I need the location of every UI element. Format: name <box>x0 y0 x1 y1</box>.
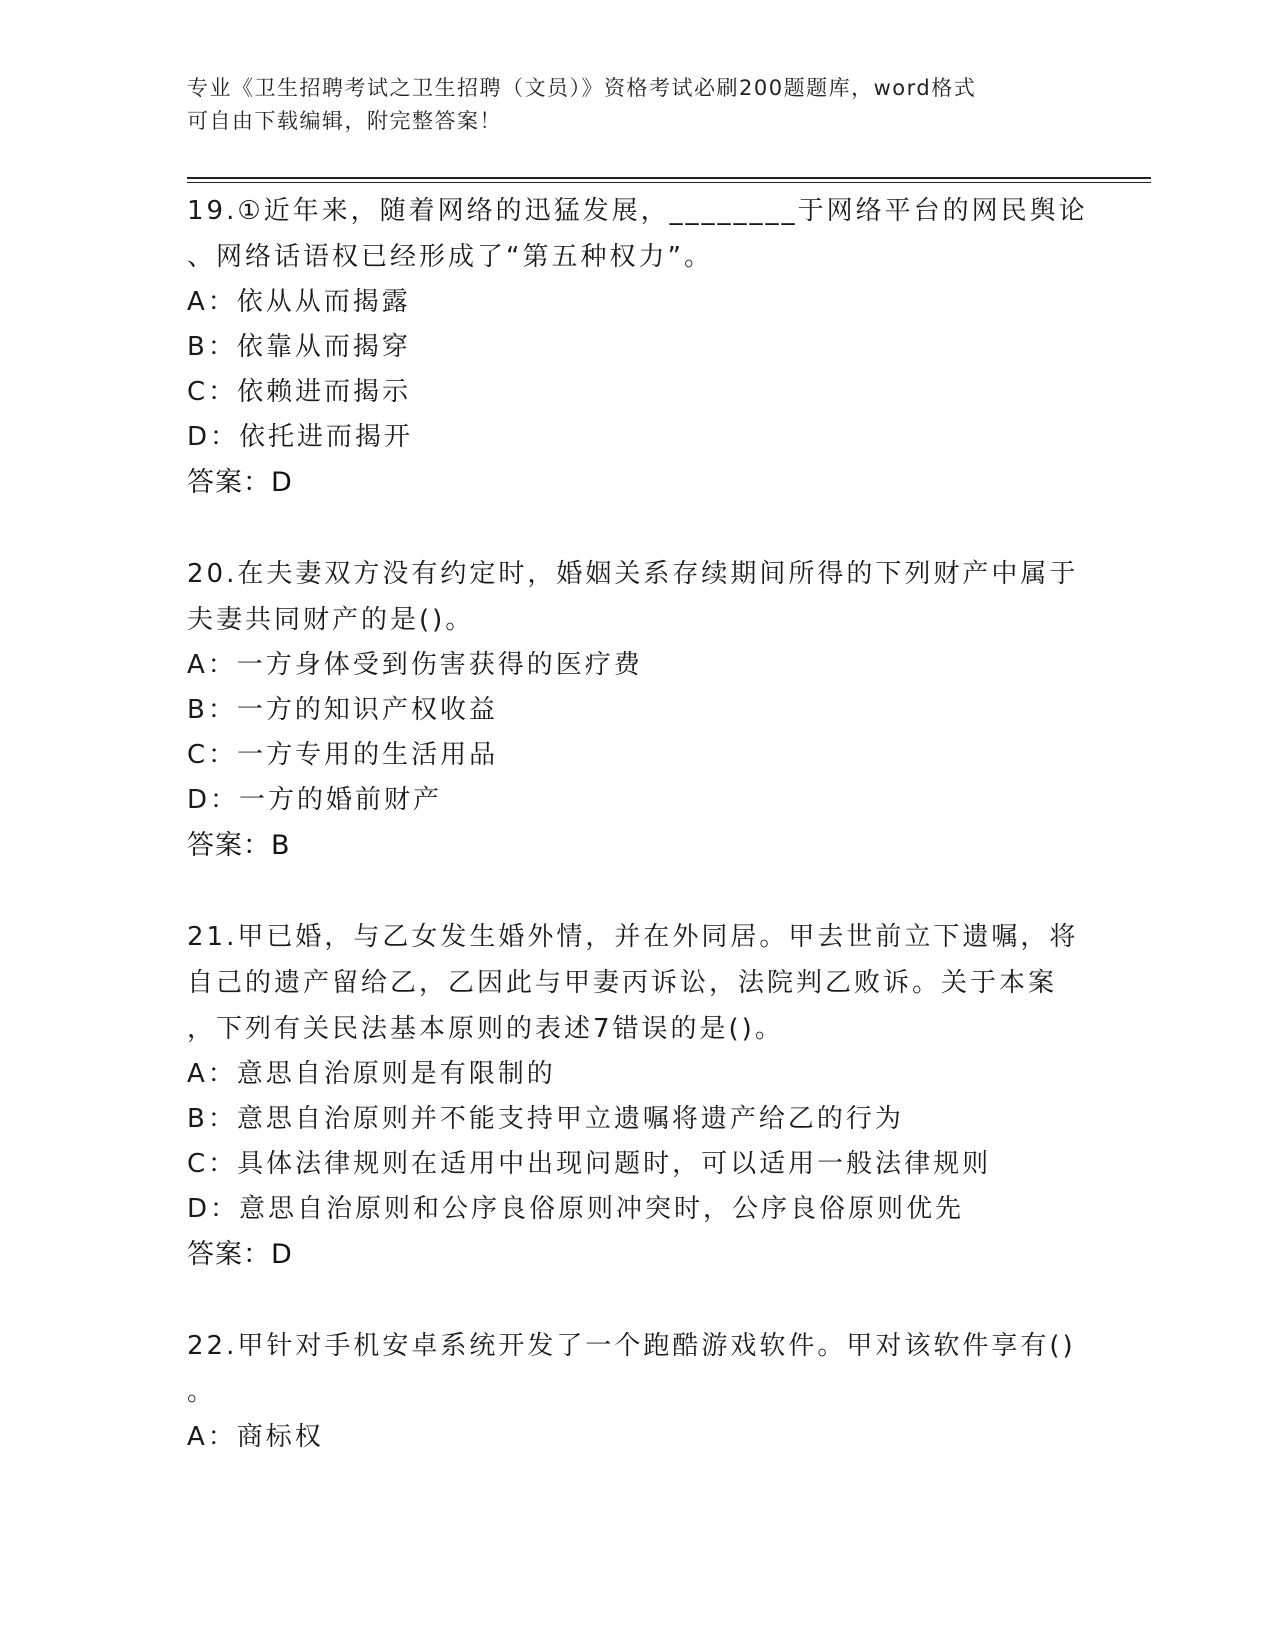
question-stem-line: 、网络话语权已经形成了“第五种权力”。 <box>187 242 713 272</box>
question-spacer <box>187 1278 1087 1323</box>
question-stem-line: 夫妻共同财产的是()。 <box>187 605 475 635</box>
question-list <box>187 188 1087 1460</box>
question-21 <box>187 914 1087 1278</box>
option-d: D：依托进而揭开 <box>187 422 414 452</box>
header-divider-thick <box>187 177 1151 179</box>
header-line-2: 可自由下载编辑，附完整答案！ <box>187 109 502 133</box>
option-a: A：商标权 <box>187 1422 324 1452</box>
option-d: D：一方的婚前财产 <box>187 785 443 815</box>
header-line-1: 专业《卫生招聘考试之卫生招聘（文员）》资格考试必刷200题题库，word格式 <box>187 76 977 100</box>
answer-label: 答案：B <box>187 830 291 861</box>
question-stem <box>187 551 1087 643</box>
question-19 <box>187 188 1087 506</box>
option-a: A：依从从而揭露 <box>187 287 411 317</box>
question-22 <box>187 1323 1087 1460</box>
option-d: D：意思自治原则和公序良俗原则冲突时，公序良俗原则优先 <box>187 1194 965 1224</box>
question-stem-line: 19.①近年来，随着网络的迅猛发展，________于网络平台的网民舆论 <box>187 196 1088 226</box>
question-stem <box>187 914 1087 1052</box>
question-stem-line: ，下列有关民法基本原则的表述7错误的是()。 <box>187 1014 784 1044</box>
question-stem-line: 自己的遗产留给乙，乙因此与甲妻丙诉讼，法院判乙败诉。关于本案 <box>187 968 1058 998</box>
question-spacer <box>187 869 1087 914</box>
option-a: A：意思自治原则是有限制的 <box>187 1059 556 1089</box>
question-stem <box>187 1323 1087 1415</box>
option-c: C：具体法律规则在适用中出现问题时，可以适用一般法律规则 <box>187 1149 992 1179</box>
header-divider-thin <box>187 182 1151 183</box>
option-b: B：依靠从而揭穿 <box>187 332 411 362</box>
question-20 <box>187 551 1087 869</box>
option-c: C：依赖进而揭示 <box>187 377 412 407</box>
option-b: B：意思自治原则并不能支持甲立遗嘱将遗产给乙的行为 <box>187 1104 904 1134</box>
option-b: B：一方的知识产权收益 <box>187 695 498 725</box>
question-stem-line: 22.甲针对手机安卓系统开发了一个跑酷游戏软件。甲对该软件享有() <box>187 1331 1076 1361</box>
answer-label: 答案：D <box>187 467 293 498</box>
option-a: A：一方身体受到伤害获得的医疗费 <box>187 650 643 680</box>
question-stem-line: 。 <box>187 1377 217 1407</box>
option-c: C：一方专用的生活用品 <box>187 740 499 770</box>
question-stem-line: 20.在夫妻双方没有约定时，婚姻关系存续期间所得的下列财产中属于 <box>187 559 1079 589</box>
document-header <box>187 72 1067 138</box>
question-stem <box>187 188 1087 280</box>
answer-label: 答案：D <box>187 1239 293 1270</box>
question-spacer <box>187 506 1087 551</box>
question-stem-line: 21.甲已婚，与乙女发生婚外情，并在外同居。甲去世前立下遗嘱，将 <box>187 922 1079 952</box>
